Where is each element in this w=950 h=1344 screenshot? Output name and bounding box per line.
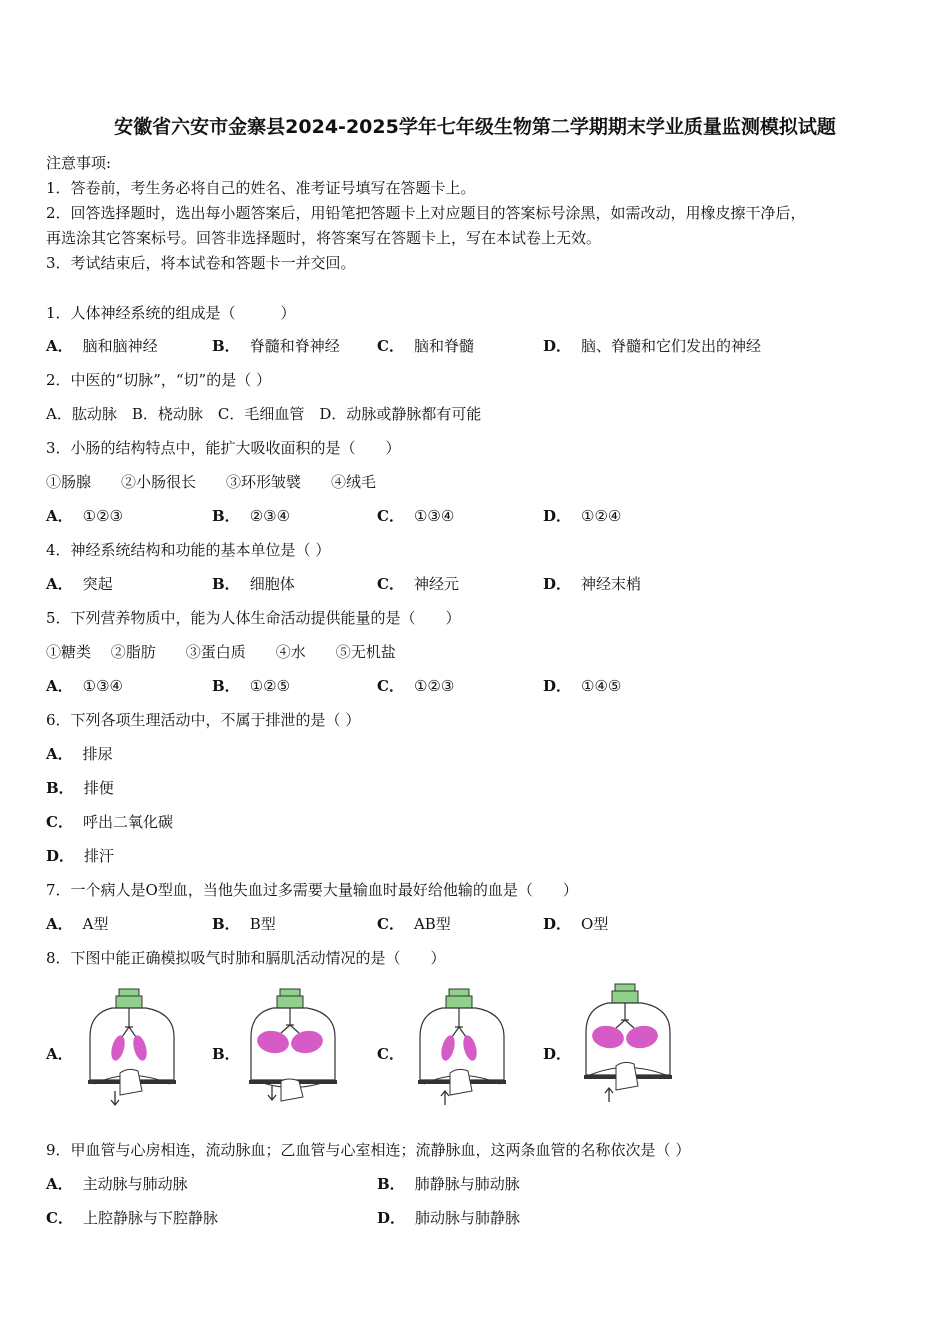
option-label: B．	[46, 779, 74, 797]
option-text: ②③④	[249, 507, 291, 525]
option-label: B．	[212, 507, 240, 525]
option-text: A型	[82, 915, 109, 933]
q5-option-c[interactable]	[377, 675, 454, 696]
page-title: 安徽省六安市金寨县2024-2025学年七年级生物第二学期期末学业质量监测模拟试题	[114, 116, 836, 138]
option-label: C．	[46, 813, 73, 831]
q7-option-c[interactable]	[377, 913, 451, 934]
option-label: A．	[46, 575, 73, 593]
option-text: 排便	[83, 779, 114, 797]
q1-option-a[interactable]	[46, 335, 158, 356]
q7-option-b[interactable]	[212, 913, 276, 934]
q3-option-a[interactable]	[46, 505, 123, 526]
option-text: 上腔静脉与下腔静脉	[82, 1209, 218, 1227]
option-label: C．	[377, 337, 404, 355]
option-label: A．	[46, 337, 73, 355]
q6-option-d[interactable]	[46, 845, 114, 866]
option-label: C．	[46, 1209, 73, 1227]
option-label: B．	[212, 1045, 240, 1063]
option-text: ①②③	[413, 677, 455, 695]
option-label: D．	[543, 575, 572, 593]
jar-stopper	[612, 991, 638, 1003]
jar-cap	[449, 989, 469, 996]
left-lung	[439, 1034, 457, 1062]
q5-option-b[interactable]	[212, 675, 290, 696]
option-text: ①③④	[82, 677, 123, 695]
q3-option-c[interactable]	[377, 505, 454, 526]
q2-options[interactable]: A．肱动脉 B．桡动脉 C．毛细血管 D．动脉或静脉都有可能	[46, 405, 482, 423]
option-label: D．	[543, 337, 572, 355]
option-label: B．	[212, 575, 240, 593]
q8-option-c[interactable]	[377, 1043, 414, 1064]
option-text: 脑和脊髓	[413, 337, 474, 355]
jar-cap	[615, 984, 635, 991]
left-lung	[255, 1028, 290, 1055]
option-label: A．	[46, 1175, 73, 1193]
right-lung	[131, 1034, 149, 1062]
question-8-stem: 8．下图中能正确模拟吸气时肺和膈肌活动情况的是（ ）	[46, 949, 446, 967]
jar-stopper	[116, 996, 142, 1008]
option-text: ①②⑤	[249, 677, 291, 695]
q1-option-b[interactable]	[212, 335, 340, 356]
option-label: C．	[377, 575, 404, 593]
question-3-stem: 3．小肠的结构特点中，能扩大吸收面积的是（ ）	[46, 439, 401, 457]
notice-heading: 注意事项:	[46, 154, 112, 172]
q8-option-d[interactable]	[543, 1043, 581, 1064]
q8-option-a[interactable]	[46, 1043, 83, 1064]
option-text: 脑、脊髓和它们发出的神经	[581, 337, 762, 355]
arrow-down-icon	[111, 1091, 119, 1105]
option-text: 排汗	[84, 847, 115, 865]
notice-item: 1．答卷前，考生务必将自己的姓名、准考证号填写在答题卡上。	[46, 179, 476, 197]
option-label: D．	[543, 915, 572, 933]
right-lung	[461, 1034, 479, 1062]
trachea	[616, 1003, 634, 1028]
question-5-stem: 5．下列营养物质中，能为人体生命活动提供能量的是（ ）	[46, 609, 461, 627]
hand	[120, 1069, 142, 1095]
question-7-stem: 7．一个病人是O型血，当他失血过多需要大量输血时最好给他输的血是（ ）	[46, 881, 578, 899]
option-label: D．	[543, 677, 572, 695]
option-text: O型	[581, 915, 609, 933]
notice-item: 再选涂其它答案标号。回答非选择题时，将答案写在答题卡上，写在本试卷上无效。	[46, 229, 602, 247]
option-label: A．	[46, 745, 73, 763]
trachea	[281, 1008, 299, 1033]
option-text: 脑和脑神经	[82, 337, 158, 355]
option-text: 呼出二氧化碳	[82, 813, 173, 831]
question-1-stem: 1．人体神经系统的组成是（ ）	[46, 304, 296, 322]
option-label: D．	[377, 1209, 406, 1227]
hand	[616, 1062, 638, 1090]
option-label: C．	[377, 677, 404, 695]
arrow-up-icon	[441, 1091, 449, 1105]
option-label: A．	[46, 677, 73, 695]
question-4-stem: 4．神经系统结构和功能的基本单位是（ ）	[46, 541, 331, 559]
q7-option-a[interactable]	[46, 913, 108, 934]
q4-option-c[interactable]	[377, 573, 459, 594]
trachea	[122, 1008, 136, 1037]
arrow-up-icon	[605, 1088, 613, 1102]
option-text: ①②④	[581, 507, 622, 525]
q5-items: ①糖类 ②脂肪 ③蛋白质 ④水 ⑤无机盐	[46, 643, 396, 661]
jar-stopper	[277, 996, 303, 1008]
option-label: A．	[46, 507, 73, 525]
option-label: A．	[46, 1045, 73, 1063]
question-9-stem: 9．甲血管与心房相连，流动脉血；乙血管与心室相连；流静脉血，这两条血管的名称依次是（ ）	[46, 1141, 691, 1159]
arrow-down-icon	[268, 1086, 276, 1100]
option-label: C．	[377, 1045, 404, 1063]
right-lung	[624, 1023, 659, 1050]
option-text: 神经末梢	[581, 575, 642, 593]
option-label: B．	[377, 1175, 405, 1193]
q4-option-d[interactable]	[543, 573, 641, 594]
hand	[281, 1079, 303, 1101]
hand	[450, 1069, 472, 1095]
q7-option-d[interactable]	[543, 913, 608, 934]
left-lung	[109, 1034, 127, 1062]
option-label: B．	[212, 915, 240, 933]
option-label: B．	[212, 677, 240, 695]
jar-cap	[280, 989, 300, 996]
notice-item: 2．回答选择题时，选出每小题答案后，用铅笔把答题卡上对应题目的答案标号涂黑，如需改动，用橡皮擦干净后，	[46, 204, 806, 222]
option-label: C．	[377, 915, 404, 933]
q3-option-b[interactable]	[212, 505, 290, 526]
bell-jar-figure-d	[578, 980, 683, 1105]
q9-option-c[interactable]	[46, 1207, 218, 1228]
option-label: D．	[543, 507, 572, 525]
q6-option-c[interactable]	[46, 811, 173, 832]
option-text: AB型	[413, 915, 451, 933]
q6-option-b[interactable]	[46, 777, 114, 798]
q1-option-c[interactable]	[377, 335, 474, 356]
option-text: 主动脉与肺动脉	[82, 1175, 188, 1193]
trachea	[452, 1008, 466, 1037]
option-text: 肺动脉与肺静脉	[415, 1209, 521, 1227]
q5-option-d[interactable]	[543, 675, 621, 696]
option-text: 肺静脉与肺动脉	[414, 1175, 520, 1193]
option-text: 排尿	[82, 745, 113, 763]
option-label: D．	[46, 847, 75, 865]
q9-option-d[interactable]	[377, 1207, 520, 1228]
question-2-stem: 2．中医的“切脉”，“切”的是（ ）	[46, 371, 271, 389]
option-text: 神经元	[413, 575, 459, 593]
option-label: C．	[377, 507, 404, 525]
question-6-stem: 6．下列各项生理活动中，不属于排泄的是（ ）	[46, 711, 361, 729]
q4-option-a[interactable]	[46, 573, 113, 594]
q9-option-a[interactable]	[46, 1173, 188, 1194]
option-text: 突起	[82, 575, 113, 593]
jar-cap	[119, 989, 139, 996]
left-lung	[590, 1023, 625, 1050]
q6-option-a[interactable]	[46, 743, 113, 764]
option-label: A．	[46, 915, 73, 933]
jar-stopper	[446, 996, 472, 1008]
option-text: B型	[249, 915, 276, 933]
q5-option-a[interactable]	[46, 675, 123, 696]
bell-jar-figure-b	[243, 985, 348, 1110]
option-label: D．	[543, 1045, 572, 1063]
right-lung	[289, 1028, 324, 1055]
q9-option-b[interactable]	[377, 1173, 520, 1194]
notice-item: 3．考试结束后，将本试卷和答题卡一并交回。	[46, 254, 356, 272]
option-label: B．	[212, 337, 240, 355]
option-text: ①④⑤	[581, 677, 622, 695]
bell-jar-figure-a	[82, 985, 187, 1110]
bell-jar-figure-c	[412, 985, 517, 1110]
q1-option-d[interactable]	[543, 335, 761, 356]
q3-option-d[interactable]	[543, 505, 621, 526]
q4-option-b[interactable]	[212, 573, 295, 594]
option-text: ①②③	[82, 507, 123, 525]
option-text: 细胞体	[249, 575, 295, 593]
option-text: ①③④	[413, 507, 455, 525]
option-text: 脊髓和脊神经	[249, 337, 340, 355]
q3-items: ①肠腺 ②小肠很长 ③环形皱襞 ④绒毛	[46, 473, 377, 491]
